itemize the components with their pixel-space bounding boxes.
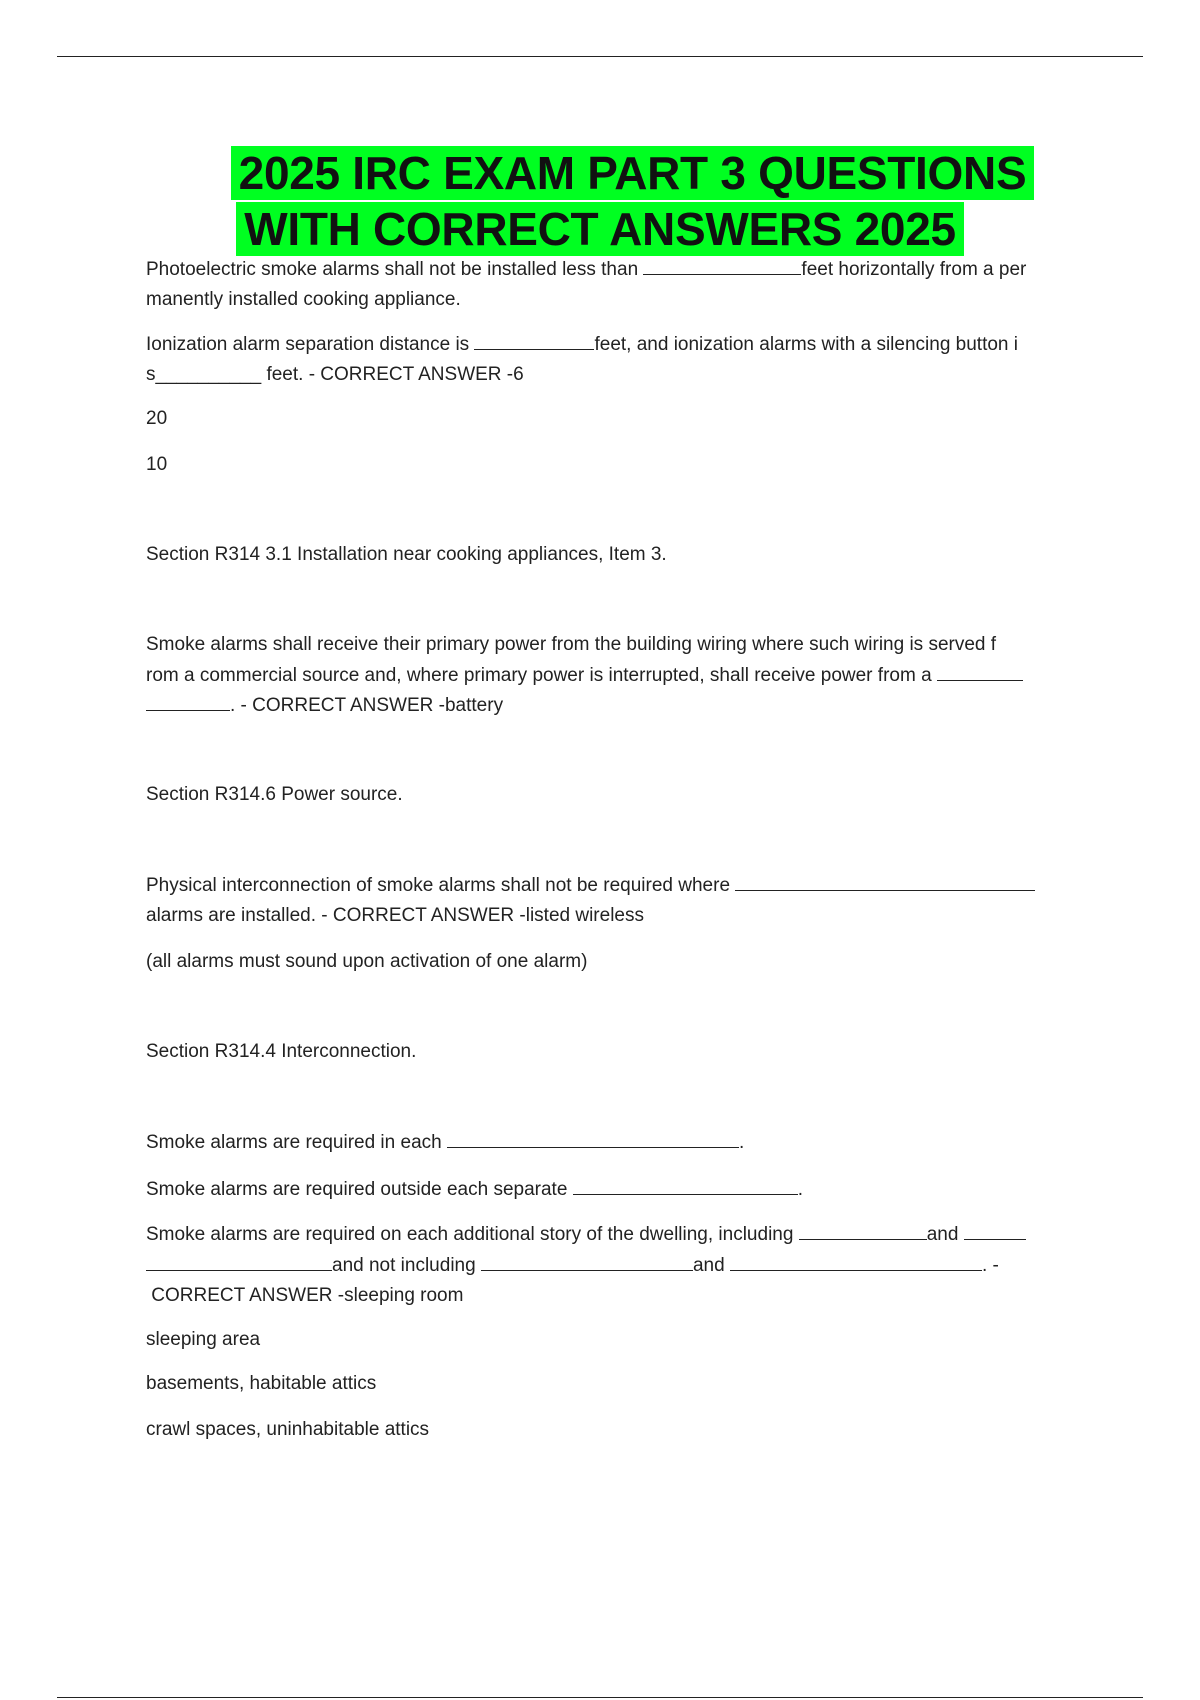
section-reference: Section R314.4 Interconnection. <box>146 1041 417 1062</box>
question-text: Ionization alarm separation distance is <box>146 334 475 355</box>
question-text: Smoke alarms are required on each additional story of the dwelling, including <box>146 1224 799 1245</box>
answer-blank <box>481 1250 693 1271</box>
answer-blank <box>730 1250 982 1271</box>
question-text: Smoke alarms are required in each <box>146 1132 447 1153</box>
punctuation: . - <box>981 1255 999 1276</box>
question-4-line-2 <box>146 1174 1091 1205</box>
question-4-line-1 <box>146 1127 1091 1158</box>
question-text: and <box>692 1255 730 1276</box>
punctuation: . <box>738 1132 745 1153</box>
answer-blank <box>474 329 594 350</box>
document-title <box>0 146 1200 258</box>
question-4-line-3 <box>146 1219 1091 1250</box>
question-2-line-2 <box>146 660 1091 690</box>
question-3-note: (all alarms must sound upon activation of one alarm) <box>146 951 588 972</box>
correct-answer: feet. - CORRECT ANSWER -6 <box>266 364 524 385</box>
answer-line: sleeping area <box>146 1329 261 1350</box>
question-1-line-3 <box>146 329 1091 360</box>
question-text: Smoke alarms are required outside each separate <box>146 1179 573 1200</box>
section-reference: Section R314.6 Power source. <box>146 784 403 805</box>
footer-rule <box>57 1697 1143 1698</box>
question-text: feet horizontally from a per <box>801 259 1027 280</box>
answer-blank <box>573 1174 798 1195</box>
question-text: and <box>926 1224 964 1245</box>
question-text: rom a commercial source and, where primary power is interrupted, shall receive power from a <box>146 665 937 686</box>
question-1-line-1 <box>146 254 1091 285</box>
answer-blank <box>964 1219 1026 1240</box>
question-4-line-4 <box>146 1250 1091 1281</box>
answer-blank <box>643 254 801 275</box>
title-line-1: 2025 IRC EXAM PART 3 QUESTIONS <box>231 146 1035 200</box>
answer-line: crawl spaces, uninhabitable attics <box>146 1419 430 1440</box>
answer-line: basements, habitable attics <box>146 1373 377 1394</box>
question-text: Physical interconnection of smoke alarms shall not be required where <box>146 875 736 896</box>
question-2-line-1: Smoke alarms shall receive their primary power from the building wiring where such wiring is served f <box>146 634 997 655</box>
question-1-line-4 <box>146 360 1091 390</box>
punctuation: . <box>797 1179 803 1200</box>
question-2-line-3 <box>146 690 1091 720</box>
section-reference: Section R314 3.1 Installation near cooking appliances, Item 3. <box>146 544 667 565</box>
answer-line: 20 <box>146 408 168 429</box>
answer-blank <box>735 870 1035 891</box>
question-text: Photoelectric smoke alarms shall not be installed less than <box>146 259 644 280</box>
title-line-2: WITH CORRECT ANSWERS 2025 <box>236 202 964 256</box>
answer-blank <box>146 1250 332 1271</box>
question-3-line-2: alarms are installed. - CORRECT ANSWER -listed wireless <box>146 905 644 926</box>
question-text: and not including <box>332 1255 481 1276</box>
correct-answer: . - CORRECT ANSWER -battery <box>230 695 504 716</box>
answer-blank <box>146 690 230 711</box>
answer-blank <box>937 660 1023 681</box>
document-body <box>146 254 1091 1445</box>
question-text: s__________ <box>146 364 267 385</box>
correct-answer: CORRECT ANSWER -sleeping room <box>146 1285 464 1306</box>
question-text: feet, and ionization alarms with a silencing button i <box>594 334 1018 355</box>
question-1-line-2: manently installed cooking appliance. <box>146 289 461 310</box>
answer-line: 10 <box>146 454 168 475</box>
answer-blank <box>799 1219 927 1240</box>
answer-blank <box>447 1127 739 1148</box>
header-rule <box>57 56 1143 57</box>
question-3-line-1 <box>146 870 1091 901</box>
